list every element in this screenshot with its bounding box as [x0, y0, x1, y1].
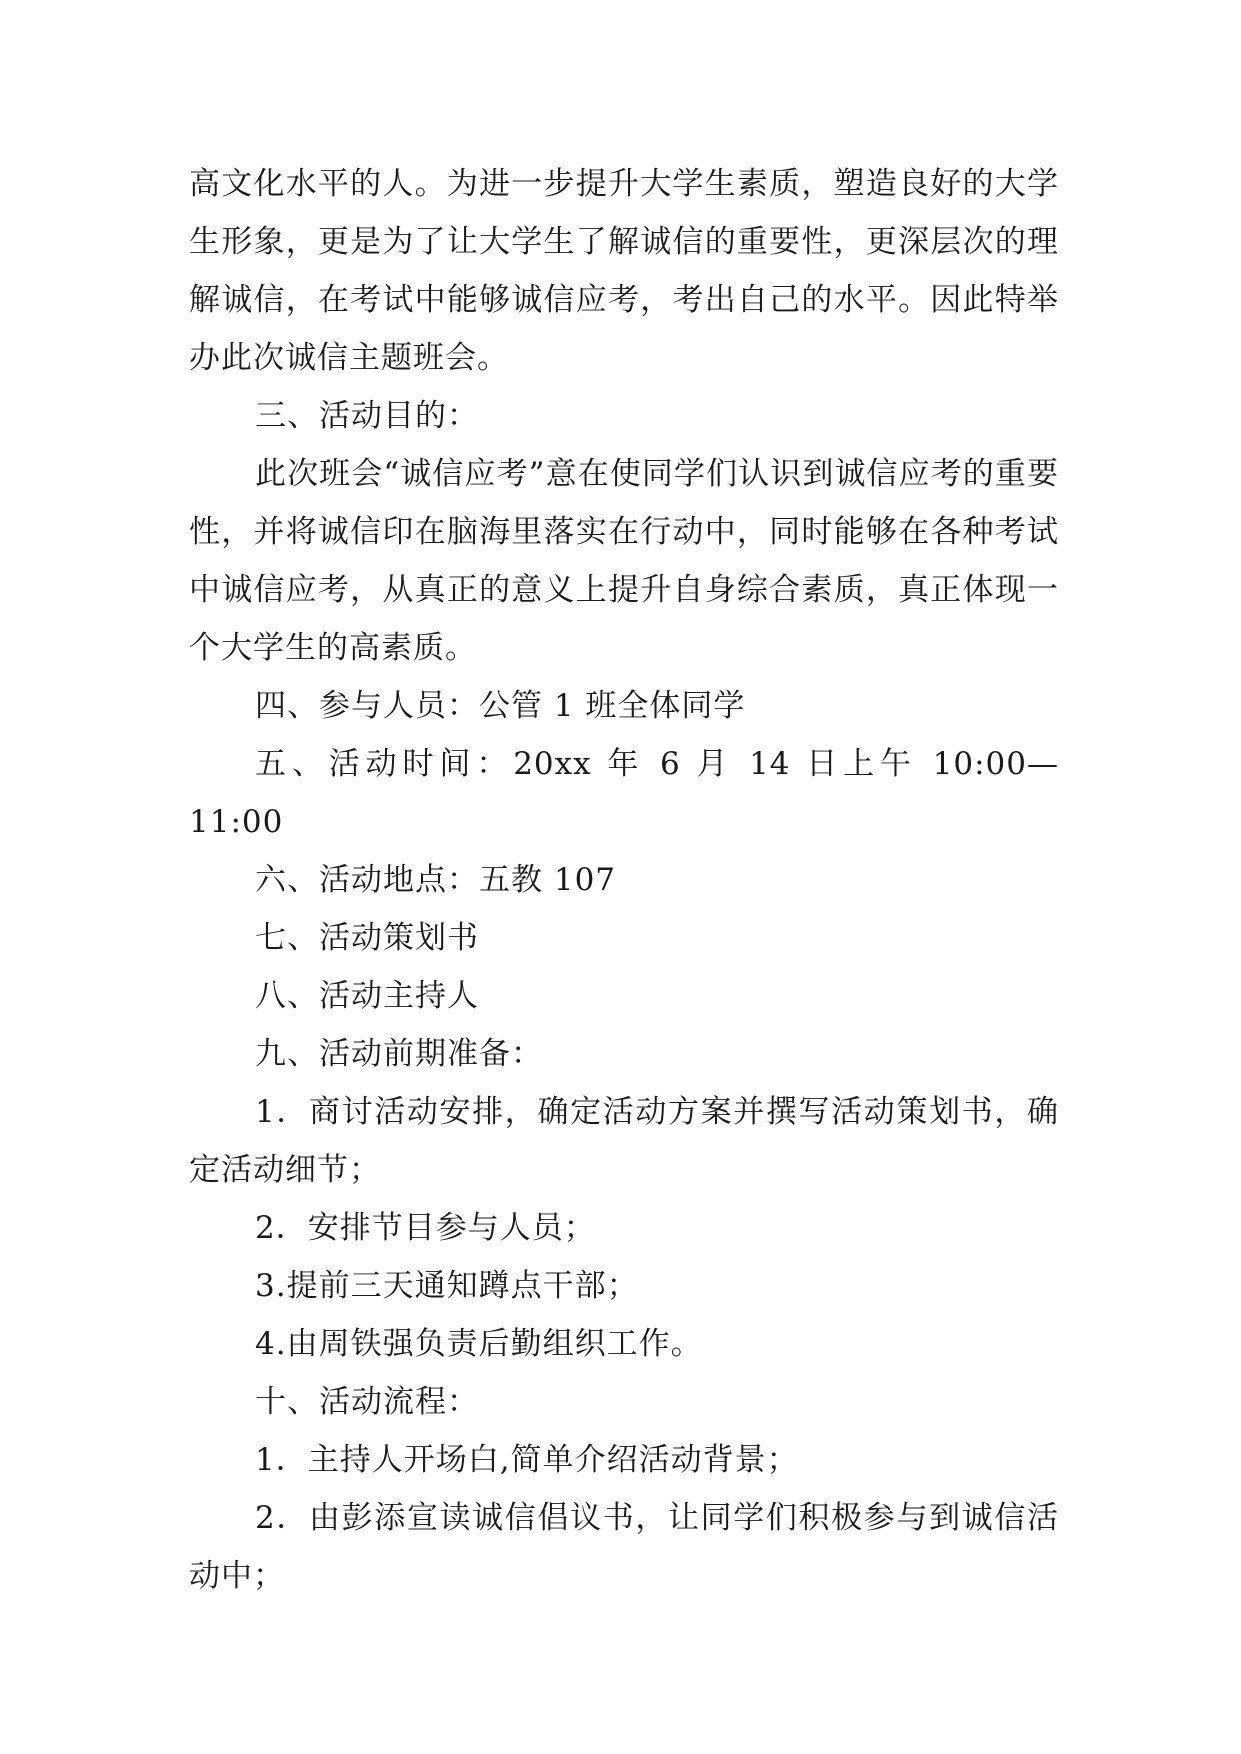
heading-activity-purpose: 三、活动目的： [255, 398, 479, 434]
heading-activity-process: 十、活动流程： [255, 1384, 479, 1420]
heading-preparation: 九、活动前期准备： [255, 1036, 543, 1072]
list-item-preparation-4: 4.由周铁强负责后勤组织工作。 [255, 1326, 703, 1362]
item-participants: 四、参与人员：公管 1 班全体同学 [255, 688, 746, 724]
list-item-process-1: 1．主持人开场白,简单介绍活动背景； [255, 1442, 799, 1478]
list-item-preparation-2: 2．安排节目参与人员； [255, 1210, 596, 1246]
list-item-preparation-3: 3.提前三天通知蹲点干部； [255, 1268, 639, 1304]
paragraph-background-continued: 高文化水平的人。为进一步提升大学生素质，塑造良好的大学生形象，更是为了让大学生了解诚信的重要性，更深层次的理解诚信，在考试中能够诚信应考，考出自己的水平。因此特举办此次诚信主题班会。 [189, 166, 1059, 376]
document-body [189, 155, 1059, 1605]
list-item-process-2: 2．由彭添宣读诚信倡议书，让同学们积极参与到诚信活动中； [189, 1500, 1059, 1594]
list-item-preparation-1: 1．商讨活动安排，确定活动方案并撰写活动策划书，确定活动细节； [189, 1094, 1059, 1188]
heading-activity-plan: 七、活动策划书 [255, 920, 479, 956]
paragraph-activity-purpose: 此次班会“诚信应考”意在使同学们认识到诚信应考的重要性，并将诚信印在脑海里落实在行动中，同时能够在各种考试中诚信应考，从真正的意义上提升自身综合素质，真正体现一个大学生的高素质。 [189, 456, 1059, 666]
item-activity-location: 六、活动地点：五教 107 [255, 862, 617, 898]
item-activity-time: 五、活动时间：20xx 年 6 月 14 日上午 10:00—11:00 [189, 746, 1059, 840]
heading-activity-host: 八、活动主持人 [255, 978, 479, 1014]
